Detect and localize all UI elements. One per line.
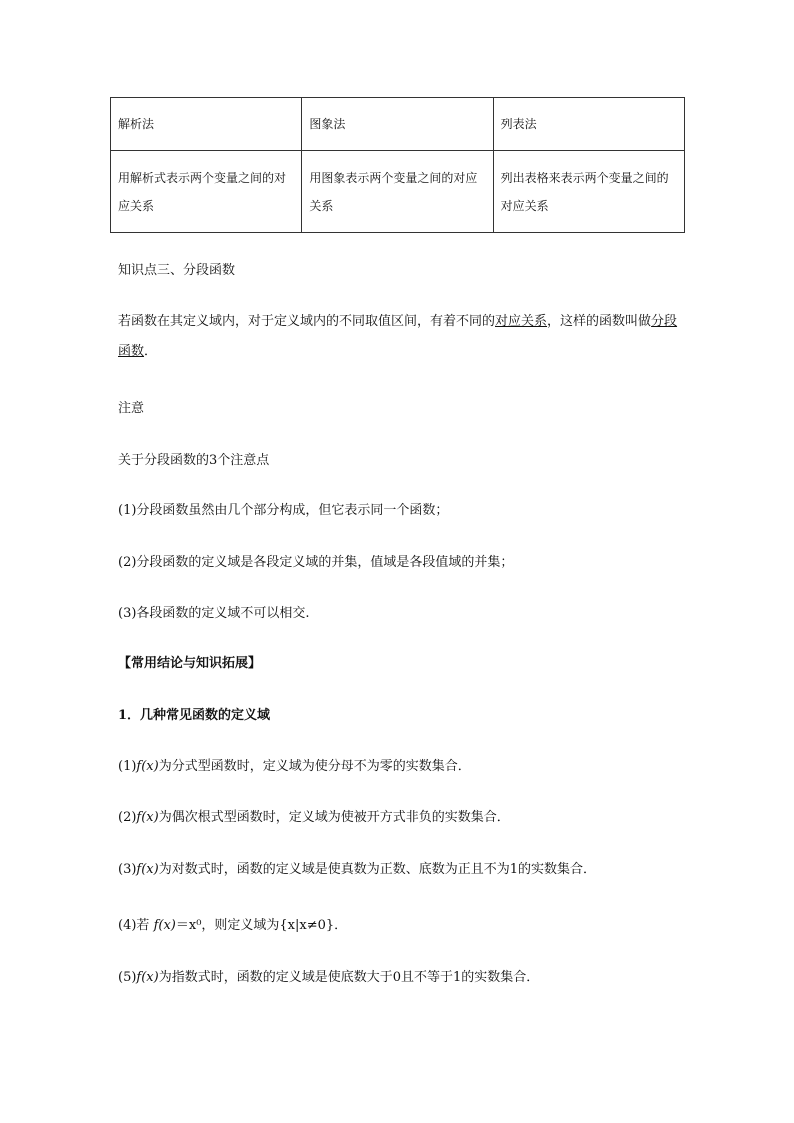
table-cell: 用解析式表示两个变量之间的对应关系 xyxy=(111,151,302,233)
term-correspondence: 对应关系 xyxy=(495,314,548,329)
item-text: ＝x⁰，则定义域为{x|x≠0}． xyxy=(175,918,348,933)
function-symbol: f(x) xyxy=(153,918,176,933)
extension-title: 【常用结论与知识拓展】 xyxy=(118,656,262,671)
item-prefix: (5) xyxy=(118,970,137,985)
item-text: 为偶次根式型函数时，定义域为使被开方式非负的实数集合． xyxy=(158,810,510,825)
table-header-cell: 图象法 xyxy=(302,98,493,151)
item-text: 为指数式时，函数的定义域是使底数大于0且不等于1的实数集合． xyxy=(158,970,540,985)
subsection-title: 1．几种常见函数的定义域 xyxy=(118,708,271,723)
representation-methods-table xyxy=(110,97,685,233)
table-header-cell: 解析法 xyxy=(111,98,302,151)
function-symbol: f(x) xyxy=(136,759,159,774)
table-cell: 用图象表示两个变量之间的对应关系 xyxy=(302,151,493,233)
list-item xyxy=(118,965,539,991)
list-item xyxy=(118,913,347,939)
item-prefix: (2) xyxy=(118,810,137,825)
note-item: (2)分段函数的定义域是各段定义域的并集，值域是各段值域的并集； xyxy=(118,555,514,570)
definition-text: 若函数在其定义域内，对于定义域内的不同取值区间，有着不同的 xyxy=(118,314,496,329)
table-header-row xyxy=(111,98,685,151)
note-item: (1)分段函数虽然由几个部分构成，但它表示同一个函数； xyxy=(118,503,449,518)
item-text: 为对数式时，函数的定义域是使真数为正数、底数为正且不为1的实数集合． xyxy=(158,862,596,877)
item-prefix: (4)若 xyxy=(118,918,154,933)
list-item xyxy=(118,857,596,883)
table-row xyxy=(111,151,685,233)
list-item xyxy=(118,805,510,831)
definition-paragraph xyxy=(118,307,678,367)
section-title: 知识点三、分段函数 xyxy=(118,263,236,278)
table-header-cell: 列表法 xyxy=(493,98,684,151)
definition-text: ，这样的函数叫做 xyxy=(547,314,652,329)
note-item: (3)各段函数的定义域不可以相交. xyxy=(118,606,310,621)
table-cell: 列出表格来表示两个变量之间的对应关系 xyxy=(493,151,684,233)
note-label: 注意 xyxy=(118,401,145,416)
function-symbol: f(x) xyxy=(136,862,159,877)
item-prefix: (3) xyxy=(118,862,137,877)
list-item xyxy=(118,754,471,780)
definition-text: ． xyxy=(144,344,158,359)
function-symbol: f(x) xyxy=(136,810,159,825)
term-piecewise-function: 分段函数 xyxy=(118,314,678,359)
item-prefix: (1) xyxy=(118,759,137,774)
item-text: 为分式型函数时，定义域为使分母不为零的实数集合． xyxy=(158,759,471,774)
function-symbol: f(x) xyxy=(136,970,159,985)
note-intro: 关于分段函数的3个注意点 xyxy=(118,453,270,468)
